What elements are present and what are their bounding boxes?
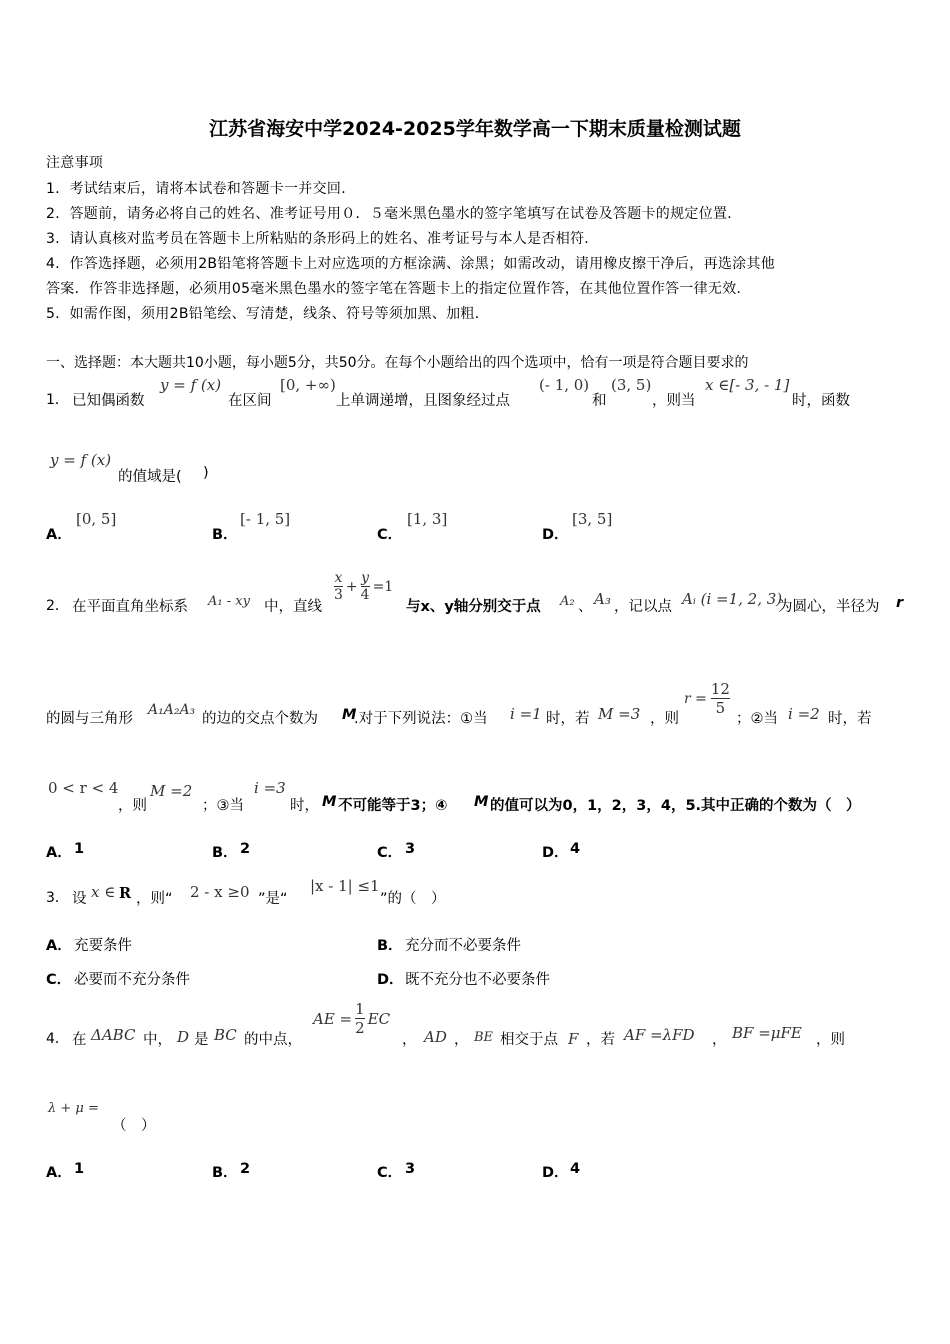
q2-text: M: [322, 794, 337, 810]
q2-text: ；②当: [736, 711, 778, 727]
q2-math: i =2: [788, 705, 820, 723]
note-item: 5．如需作图，须用2B铅笔绘、写清楚，线条、符号等须加黑、加粗．: [46, 306, 490, 322]
q2-option-label[interactable]: A．: [46, 845, 72, 861]
q3-option-value: 充分而不必要条件: [405, 938, 521, 954]
q2-math: A₃: [594, 590, 611, 608]
q1-math: (- 1, 0): [539, 376, 590, 394]
q1-text: 已知偶函数: [72, 393, 145, 409]
note-item: 1．考试结束后，请将本试卷和答题卡一并交回．: [46, 181, 356, 197]
q3-option-label[interactable]: A．: [46, 938, 72, 954]
r-equals-fraction: [684, 680, 730, 717]
q4-option-label[interactable]: B．: [212, 1165, 238, 1181]
q3-math: 2 - x ≥0: [190, 883, 250, 901]
q4-option-value: 1: [74, 1161, 85, 1177]
q4-text: ，: [712, 1032, 727, 1048]
q4-text: ，: [402, 1032, 417, 1048]
q1-option-value: [- 1, 5]: [240, 510, 291, 528]
q2-math: Aᵢ (i =1, 2, 3): [682, 590, 783, 608]
q3-option-label[interactable]: C．: [46, 972, 72, 988]
q2-text: 、: [578, 599, 593, 615]
q2-math: M =3: [598, 705, 641, 723]
q2-text: ；③当: [202, 798, 244, 814]
q2-text: r: [896, 595, 904, 611]
q1-math: [0, +∞): [280, 376, 336, 394]
q2-text: .对于下列说法：①当: [354, 711, 488, 727]
q2-text: 在平面直角坐标系: [72, 599, 188, 615]
page-title: 江苏省海安中学2024-2025学年数学高一下期末质量检测试题: [209, 118, 741, 140]
q4-text: ，: [454, 1032, 469, 1048]
q2-text: 与x、y轴分别交于点: [406, 599, 541, 615]
q2-math: A₂: [560, 594, 575, 609]
q2-math: M =2: [150, 782, 193, 800]
fraction-y-over-4: $\frac{y}{4}$: [360, 570, 370, 603]
q4-math: ΔABC: [91, 1026, 136, 1044]
q2-option-value: 3: [405, 841, 416, 857]
note-item: 答案．作答非选择题，必须用05毫米黑色墨水的签字笔在答题卡上的指定位置作答，在其他位置作答一律无效．: [46, 281, 751, 297]
q3-option-value: 既不充分也不必要条件: [405, 972, 550, 988]
q3-option-label[interactable]: D．: [377, 972, 404, 988]
q2-text: 时，若: [546, 711, 590, 727]
q4-math: BE: [474, 1030, 494, 1045]
q1-text: 和: [592, 393, 607, 409]
q3-text: ，则“: [136, 891, 173, 907]
q2-text: ，则: [650, 711, 679, 727]
ec-term: EC: [367, 1009, 391, 1028]
q4-math: λ + μ =: [48, 1101, 99, 1116]
q1-text: 上单调递增，且图象经过点: [336, 393, 510, 409]
ae-equals-half-ec: [313, 1000, 390, 1037]
q2-math: i =1: [510, 705, 542, 723]
q4-text: 相交于点: [500, 1032, 558, 1048]
q2-text: 时，: [290, 798, 319, 814]
question-2-num: 2．: [46, 598, 69, 614]
q2-text: 时，若: [828, 711, 872, 727]
q1-math: x ∈[- 3, - 1]: [705, 376, 790, 394]
q1-option-label[interactable]: C．: [377, 527, 403, 543]
section-header: 一、选择题：本大题共10小题，每小题5分，共50分。在每个小题给出的四个选项中，恰有一项是符合题目要求的: [46, 355, 749, 371]
q2-option-label[interactable]: D．: [542, 845, 569, 861]
ae-equals: AE =: [313, 1009, 353, 1028]
notes-heading: 注意事项: [46, 155, 104, 171]
q4-option-value: 3: [405, 1161, 416, 1177]
q2-option-label[interactable]: B．: [212, 845, 238, 861]
q3-option-value: 必要而不充分条件: [74, 972, 190, 988]
q2-text: 为圆心，半径为: [778, 599, 880, 615]
q2-text: M: [474, 794, 489, 810]
q1-option-value: [1, 3]: [407, 510, 448, 528]
q4-option-label[interactable]: D．: [542, 1165, 569, 1181]
q1-text: 的值域是(: [118, 469, 182, 485]
q4-text: （ ）: [112, 1118, 156, 1134]
q2-text: 的值可以为0，1，2，3，4，5.其中正确的个数为（ ）: [490, 798, 861, 814]
q3-text: ”是“: [258, 891, 288, 907]
fraction-1-over-2: $\frac{1}{2}$: [355, 1000, 365, 1037]
question-4-num: 4．: [46, 1031, 69, 1047]
q2-math: i =3: [254, 779, 286, 797]
note-item: 2．答题前，请务必将自己的姓名、准考证号用０．５毫米黑色墨水的签字笔填写在试卷及答题卡的规定位置．: [46, 206, 742, 222]
q2-option-label[interactable]: C．: [377, 845, 403, 861]
q1-math: y = f (x): [160, 376, 222, 394]
q4-text: 是: [194, 1032, 209, 1048]
q4-text: ，则: [816, 1032, 845, 1048]
q4-math: AD: [424, 1028, 447, 1046]
q4-math: D: [177, 1028, 190, 1046]
q2-math: A₁A₂A₃: [148, 702, 196, 718]
fraction-12-over-5: $\frac{12}{5}$: [710, 680, 730, 717]
q2-option-value: 1: [74, 841, 85, 857]
q4-text: 中，: [143, 1032, 172, 1048]
question-3-num: 3．: [46, 890, 69, 906]
q1-math: (3, 5): [611, 376, 652, 394]
q2-text: 的边的交点个数为: [202, 711, 318, 727]
q2-option-value: 4: [570, 841, 581, 857]
q3-math: |x - 1| ≤1: [310, 877, 380, 895]
q1-option-label[interactable]: A．: [46, 527, 72, 543]
q4-option-value: 2: [240, 1161, 251, 1177]
q1-option-label[interactable]: B．: [212, 527, 238, 543]
q1-text: ): [203, 465, 209, 481]
q4-math: F: [568, 1030, 579, 1048]
q1-option-value: [0, 5]: [76, 510, 117, 528]
line-equation: [334, 570, 393, 603]
q1-text: ，则当: [652, 393, 696, 409]
q1-text: 在区间: [228, 393, 272, 409]
q2-text: 中，直线: [264, 599, 322, 615]
q2-text: 不可能等于3；④: [338, 798, 448, 814]
q4-math: BC: [214, 1026, 237, 1044]
q1-text: 时，函数: [792, 393, 850, 409]
q4-option-value: 4: [570, 1161, 581, 1177]
q1-option-value: [3, 5]: [572, 510, 613, 528]
q4-text: 的中点，: [244, 1032, 302, 1048]
q2-math: 0 < r < 4: [48, 779, 119, 797]
q4-text: ，若: [586, 1032, 615, 1048]
plus-sign: +: [345, 578, 358, 595]
q4-math: BF =μFE: [732, 1024, 802, 1042]
q4-option-label[interactable]: A．: [46, 1165, 72, 1181]
r-equals: r =: [684, 690, 707, 707]
q3-option-value: 充要条件: [74, 938, 132, 954]
question-1-num: 1．: [46, 392, 69, 408]
q2-text: 的圆与三角形: [46, 711, 133, 727]
q4-text: 在: [72, 1032, 87, 1048]
q1-math: y = f (x): [50, 451, 112, 469]
q4-option-label[interactable]: C．: [377, 1165, 403, 1181]
q2-option-value: 2: [240, 841, 251, 857]
q3-text: ”的（ ）: [380, 891, 446, 907]
q4-math: AF =λFD: [624, 1026, 695, 1044]
q3-option-label[interactable]: B．: [377, 938, 403, 954]
q2-math: A₁ - xy: [208, 594, 250, 609]
q3-math: x ∈: [91, 883, 116, 901]
q1-option-label[interactable]: D．: [542, 527, 569, 543]
q2-text: M: [342, 707, 357, 723]
q3-math: R: [119, 885, 132, 902]
note-item: 3．请认真核对监考员在答题卡上所粘贴的条形码上的姓名、准考证号与本人是否相符．: [46, 231, 599, 247]
fraction-x-over-3: $\frac{x}{3}$: [334, 570, 343, 603]
q2-text: ，则: [118, 798, 147, 814]
equals-one: =1: [372, 578, 394, 595]
note-item: 4．作答选择题，必须用2B铅笔将答题卡上对应选项的方框涂满、涂黑；如需改动，请用橡皮擦干净后，再选涂其他: [46, 256, 776, 272]
q2-text: ，记以点: [614, 599, 672, 615]
q3-text: 设: [72, 891, 87, 907]
